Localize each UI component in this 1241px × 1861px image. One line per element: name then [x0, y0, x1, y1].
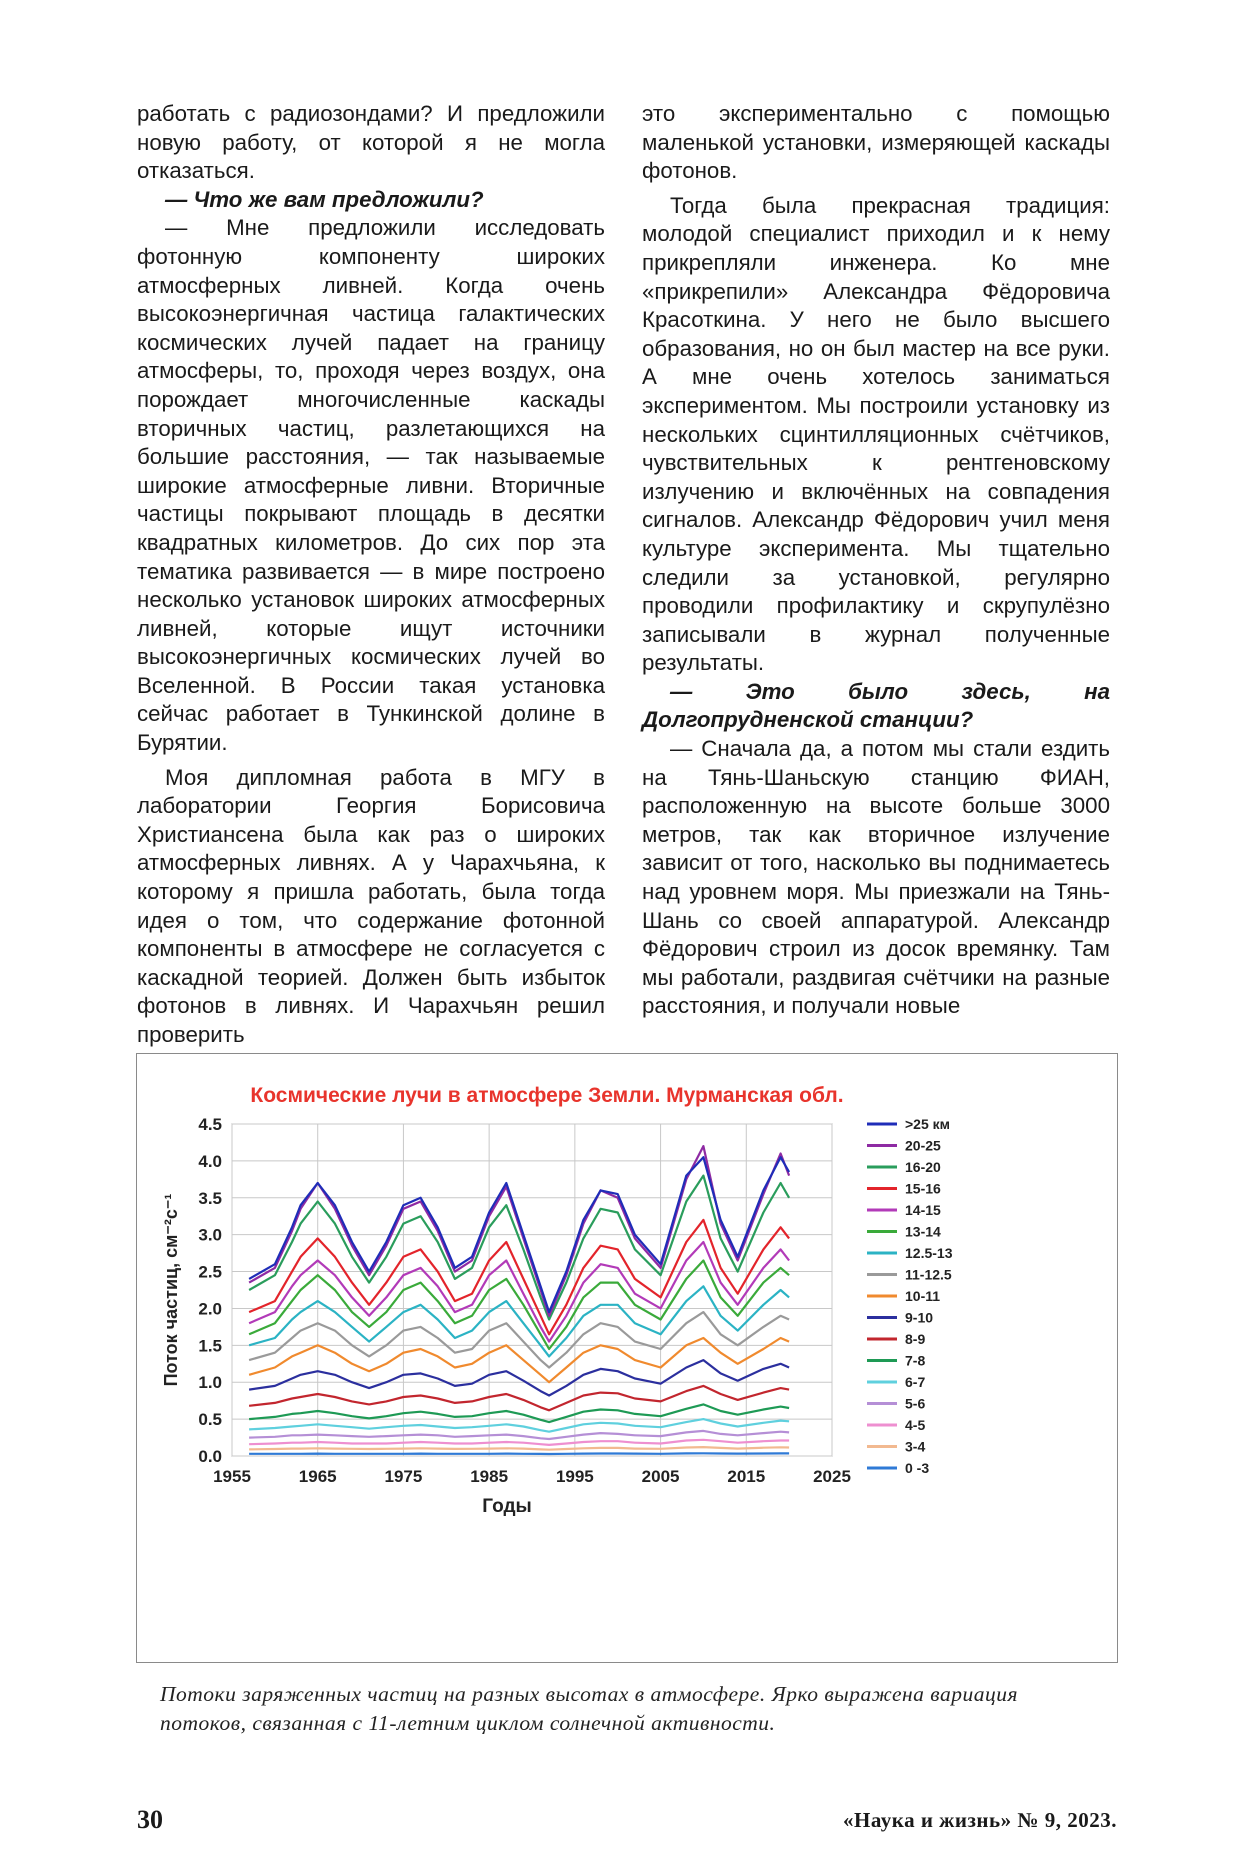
legend-label: 7-8 [905, 1352, 926, 1369]
text-column-left [137, 100, 605, 1050]
right-column-paragraph: Тогда была прекрасная традиция: молодой специалист приходил и к нему прикрепляли инженера. Ко мне «прикрепили» Александра Фёдоровича Красоткина. У него не было высшего образования, но он был мастер на все руки. А мне очень хотелось заниматься экспериментом. Мы построили установку из нескольких сцинтилляционных счётчиков, чувствительных к рентгеновскому излучению и включённых на совпадения сигналов. Александр Фёдорович учил меня культуре эксперимента. Мы тщательно следили за установкой, регулярно проводили профилактику и скрупулёзно записывали в журнал полученные результаты. [642, 192, 1110, 676]
text-column-right [642, 100, 1110, 1021]
y-tick-label: 3.5 [198, 1188, 222, 1208]
left-column-paragraph: Моя дипломная работа в МГУ в лаборатории Георгия Борисовича Христиансена была как раз о широких атмосферных ливнях. А у Чарахчьяна, к которому я пришла работать, была тогда идея о том, что содержание фотонной компоненты в атмосфере не согласуется с каскадной теорией. Должен быть избыток фотонов в ливнях. И Чарахчьян решил проверить [137, 764, 605, 1047]
y-tick-label: 4.5 [198, 1115, 222, 1134]
legend-label: >25 км [905, 1116, 951, 1132]
legend-label: 9-10 [905, 1309, 934, 1326]
legend-label: 6-7 [905, 1374, 926, 1390]
x-tick-label: 2005 [641, 1467, 680, 1486]
y-tick-label: 2.0 [198, 1299, 222, 1319]
y-tick-label: 1.0 [198, 1373, 222, 1393]
legend-label: 20-25 [905, 1137, 941, 1154]
legend-label: 12.5-13 [905, 1245, 953, 1261]
legend-label: 13-14 [905, 1223, 941, 1240]
left-column-paragraph: работать с радиозондами? И предложили новую работу, от которой я не могла отказаться. [137, 101, 605, 184]
legend-label: 5-6 [905, 1395, 926, 1412]
legend-label: 8-9 [905, 1331, 926, 1347]
y-tick-label: 0.0 [198, 1447, 222, 1466]
x-tick-label: 1965 [298, 1467, 337, 1486]
y-axis-label: Поток частиц, см⁻²с⁻¹ [161, 1193, 181, 1387]
y-tick-label: 1.5 [198, 1336, 222, 1356]
right-column-paragraph: — Это было здесь, на Долгопрудненской станции? [642, 678, 1110, 733]
x-tick-label: 1985 [470, 1467, 509, 1486]
x-tick-label: 1995 [555, 1467, 594, 1486]
y-tick-label: 2.5 [198, 1262, 222, 1282]
chart [137, 1054, 1117, 1662]
series-line [249, 1453, 789, 1454]
plot-area [232, 1124, 832, 1456]
x-tick-label: 1955 [213, 1467, 251, 1486]
left-column-paragraph: — Мне предложили исследовать фотонную компоненту широких атмосферных ливней. Когда очень высокоэнергичная частица галактических космических лучей падает на границу атмосферы, то, проходя через воздух, она порождает многочисленные каскады вторичных частиц, разлетающихся на большие расстояния, — так называемые широкие атмосферные ливни. Вторичные частицы покрывают площадь в десятки квадратных километров. До сих пор эта тематика развивается — в мире построено несколько установок широких атмосферных ливней, которые ищут источники высокоэнергичных космических лучей во Вселенной. В России такая установка сейчас работает в Тункинской долине в Бурятии. [137, 215, 605, 756]
y-tick-label: 3.0 [198, 1225, 222, 1245]
figure-frame [136, 1053, 1118, 1663]
right-column-paragraph: это экспериментально с помощью маленькой установки, измеряющей каскады фотонов. [642, 101, 1110, 184]
x-tick-label: 2015 [727, 1467, 766, 1486]
x-tick-label: 2025 [813, 1467, 851, 1486]
legend-label: 4-5 [905, 1417, 926, 1433]
right-column-paragraph: — Сначала да, а потом мы стали ездить на Тянь-Шаньскую станцию ФИАН, расположенную на высоте больше 3000 метров, так как вторичное излучение зависит от того, насколько вы поднимаетесь над уровнем моря. Мы приезжали на Тянь-Шань со своей аппаратурой. Александр Фёдорович строил из досок времянку. Там мы работали, раздвигая счётчики на разные расстояния, и получали новые [642, 736, 1110, 1019]
x-tick-label: 1975 [384, 1467, 423, 1486]
page-number: 30 [137, 1805, 163, 1834]
x-axis-label: Годы [482, 1496, 532, 1517]
legend-label: 16-20 [905, 1159, 941, 1175]
legend-label: 10-11 [905, 1288, 941, 1304]
legend-label: 14-15 [905, 1202, 941, 1218]
legend-label: 15-16 [905, 1180, 941, 1197]
y-tick-label: 0.5 [198, 1410, 222, 1430]
chart-title: Космические лучи в атмосфере Земли. Мурманская обл. [250, 1084, 844, 1107]
figure-caption: Потоки заряженных частиц на разных высотах в атмосфере. Ярко выражена вариация потоков, связанная с 11-летним циклом солнечной активности. [160, 1682, 1018, 1735]
y-tick-label: 4.0 [198, 1151, 222, 1171]
journal-reference: «Наука и жизнь» № 9, 2023. [843, 1808, 1117, 1832]
left-column-paragraph: — Что же вам предложили? [165, 186, 484, 212]
legend-label: 3-4 [905, 1438, 926, 1455]
legend-label: 11-12.5 [905, 1266, 952, 1283]
legend-label: 0 -3 [905, 1460, 930, 1476]
